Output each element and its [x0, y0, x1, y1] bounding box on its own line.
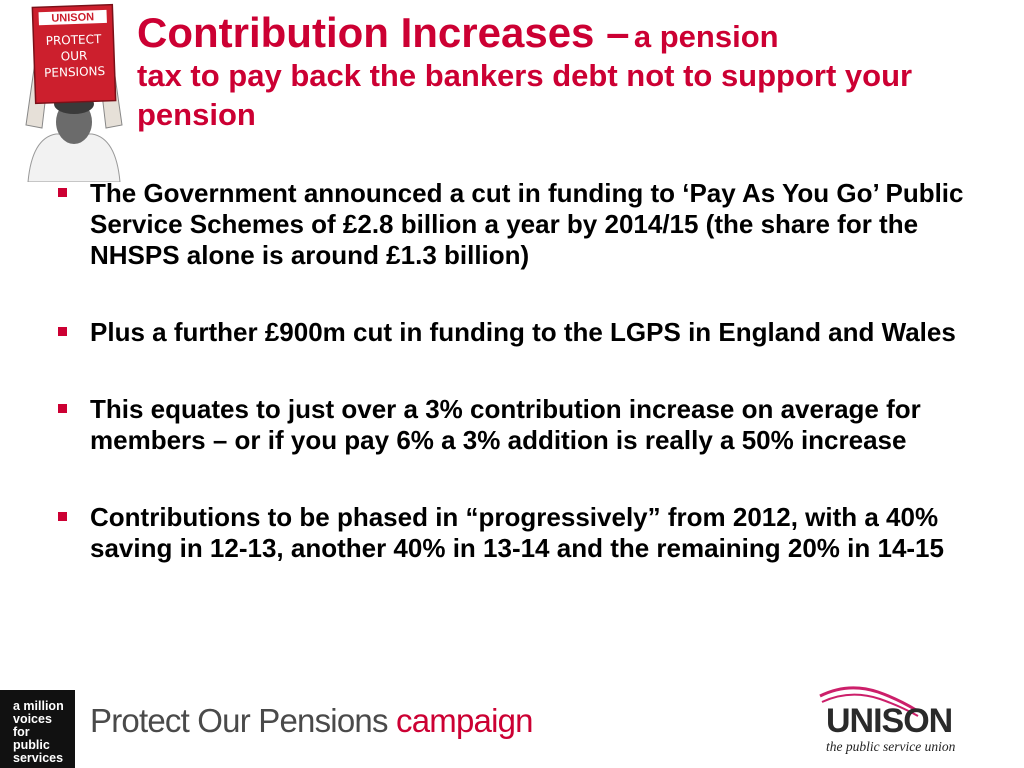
title-sub-rest: tax to pay back the bankers debt not to support your pension [137, 58, 913, 132]
square-bullet-icon [58, 327, 67, 336]
placard-line-3: PENSIONS [43, 63, 106, 81]
campaign-name-accent: campaign [396, 702, 533, 739]
square-bullet-icon [58, 188, 67, 197]
bullet-text: Contributions to be phased in “progressively” from 2012, with a 40% saving in 12-13, another 40% in 13-14 and the remaining 20% in 14-15 [90, 502, 944, 563]
million-voices-logo [0, 690, 75, 768]
placard-union-text: UNISON [51, 11, 95, 25]
bullet-text: The Government announced a cut in funding to ‘Pay As You Go’ Public Service Schemes of £2.8 billion a year by 2014/15 (the share for the NHSPS alone is around £1.3 billion) [90, 178, 964, 270]
slide-title [137, 9, 997, 134]
campaign-name-main: Protect Our Pensions [90, 702, 397, 739]
bullet-text: Plus a further £900m cut in funding to the LGPS in England and Wales [90, 317, 956, 347]
bullet-item [52, 502, 1012, 564]
bullet-item [52, 317, 1012, 348]
million-voices-text: a million voices for public services [13, 699, 64, 765]
protect-our-pensions-placard-logo [14, 0, 134, 182]
bullet-item [52, 394, 1012, 456]
campaign-name [90, 702, 533, 740]
title-sub-first: a pension [633, 19, 779, 54]
title-main: Contribution Increases – [137, 9, 630, 56]
bullet-text: This equates to just over a 3% contribution increase on average for members – or if you pay 6% a 3% addition is really a 50% increase [90, 394, 921, 455]
bullet-list [52, 178, 1012, 610]
unison-tagline: the public service union [826, 739, 956, 754]
bullet-item [52, 178, 1012, 271]
square-bullet-icon [58, 512, 67, 521]
unison-logo-text: UNISON [826, 702, 953, 740]
square-bullet-icon [58, 404, 67, 413]
placard-line-1: PROTECT [45, 32, 102, 48]
placard-line-2: OUR [60, 48, 88, 64]
